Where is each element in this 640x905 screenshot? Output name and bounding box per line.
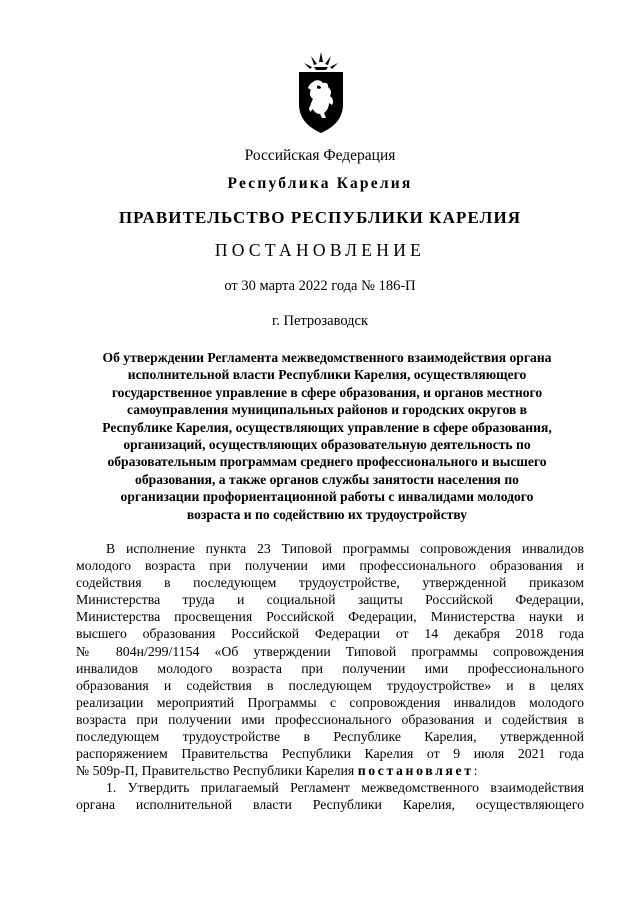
document-date-number: от 30 марта 2022 года № 186-П xyxy=(224,278,416,294)
body-line: В исполнение пункта 23 Типовой программы сопровождения инвалидов xyxy=(106,541,584,556)
title-line: Республике Карелия, осуществляющих управление в сфере образования, xyxy=(102,419,552,435)
government-name: ПРАВИТЕЛЬСТВО РЕСПУБЛИКИ КАРЕЛИЯ xyxy=(118,208,522,227)
body-line: Министерства просвещения Российской Федерации, Министерства науки и xyxy=(76,609,584,625)
body-line: содействия в последующем трудоустройстве, утвержденной приказом xyxy=(76,575,584,591)
document-type: ПОСТАНОВЛЕНИЕ xyxy=(214,240,426,260)
body-line: молодого возраста при получении ими профессионального образования и xyxy=(76,558,584,574)
body-line: № 804н/299/1154 «Об утверждении Типовой программы сопровождения xyxy=(76,643,584,659)
republic-name: Республика Карелия xyxy=(227,175,413,192)
title-line: образовательным программам среднего профессионального и высшего xyxy=(107,454,547,470)
body-line: возраста при получении ими профессионального образования и содействия в xyxy=(76,711,584,727)
country-name: Российская Федерация xyxy=(244,147,396,164)
body-line: распоряжением Правительства Республики Карелия от 9 июля 2021 года xyxy=(76,746,584,762)
body-line-decree xyxy=(76,762,584,779)
body-line: инвалидов молодого возраста при получении ими профессионального xyxy=(76,660,584,676)
title-line: образования, а также органов службы занятости населения по xyxy=(135,471,519,487)
document-body xyxy=(76,540,584,814)
body-line: образования и содействия в последующем трудоустройстве» и в целях xyxy=(76,677,584,693)
karelia-coat-of-arms-icon xyxy=(296,52,346,134)
body-line: Министерства труда и социальной защиты Российской Федерации, xyxy=(76,592,584,608)
body-line-text: № 509р-П, Правительство Республики Карелия xyxy=(76,763,355,779)
title-line: Об утверждении Регламента межведомственного взаимодействия органа xyxy=(102,350,552,365)
body-line: высшего образования Российской Федерации от 14 декабря 2018 года xyxy=(76,626,584,642)
decree-colon: : xyxy=(473,763,478,779)
title-line: возраста и по содействию их трудоустройству xyxy=(186,506,468,522)
body-line: органа исполнительной власти Республики Карелия, осуществляющего xyxy=(76,797,584,813)
body-line: реализации мероприятий Программы с сопровождения инвалидов молодого xyxy=(76,694,584,710)
title-line: государственное управление в сфере образования, и органов местного xyxy=(111,384,543,400)
body-line: 1. Утвердить прилагаемый Регламент межведомственного взаимодействия xyxy=(106,780,584,796)
document-title xyxy=(74,349,580,523)
title-line: организации профориентационной работы с инвалидами молодого xyxy=(120,489,534,505)
decree-word: постановляет xyxy=(357,763,474,779)
body-line: последующем трудоустройстве в Республике Карелия, утвержденной xyxy=(76,729,584,745)
title-line: самоуправления муниципальных районов и городских округов в xyxy=(127,402,527,418)
document-city: г. Петрозаводск xyxy=(271,313,369,329)
title-line: организаций, осуществляющих образовательную деятельность по xyxy=(123,437,531,453)
title-line: исполнительной власти Республики Карелия, осуществляющего xyxy=(127,367,527,383)
